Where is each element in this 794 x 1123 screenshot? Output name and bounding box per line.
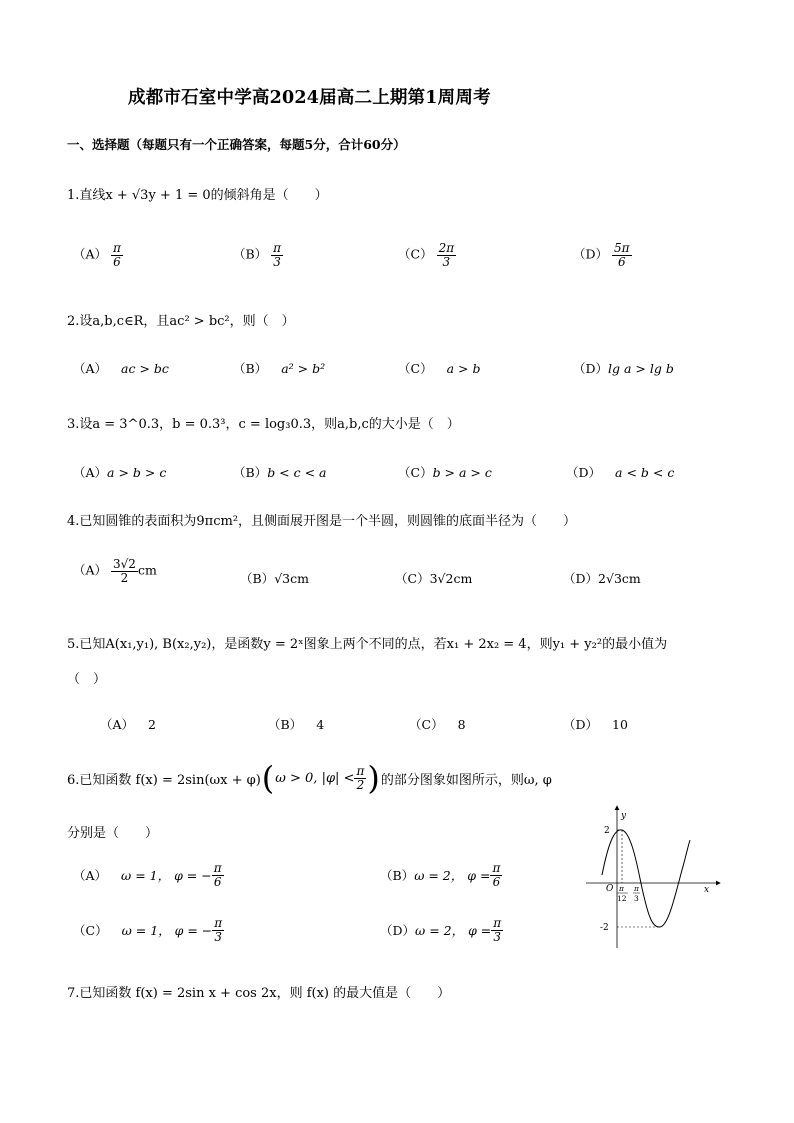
q1-option-b [233, 242, 283, 268]
denominator: 2 [356, 777, 365, 792]
tick1-numerator: π [619, 884, 624, 893]
q1-option-c [398, 242, 456, 268]
denominator: 6 [113, 254, 121, 269]
fraction [437, 242, 457, 268]
origin-label: O [606, 884, 614, 894]
option-label: （A） [100, 717, 135, 732]
option-label: （A） [73, 465, 108, 480]
numerator: π [113, 241, 121, 255]
denominator: 3 [214, 929, 223, 944]
q4-option-d [563, 569, 641, 587]
numerator: π [492, 861, 501, 875]
denominator: 3 [442, 254, 451, 269]
option-label: （B） [233, 246, 268, 262]
q4-option-a [73, 558, 157, 584]
denominator: 3 [273, 254, 281, 269]
option-text: b < c < a [267, 465, 327, 480]
fraction [612, 242, 632, 268]
stem-part: 的部分图象如图所示，则ω, φ [380, 772, 552, 788]
option-text: a > b [446, 361, 481, 376]
numerator: π [214, 916, 223, 930]
option-text: √3cm [274, 571, 309, 586]
numerator: π [493, 916, 502, 930]
sine-graph-figure [582, 800, 727, 950]
denominator: 3 [493, 929, 502, 944]
left-paren: ( [261, 759, 275, 797]
option-text: 2 [148, 717, 156, 732]
question-5-stem: 5.已知A(x₁,y₁), B(x₂,y₂)，是函数y = 2ˣ图象上两个不同的点，若x₁ + 2x₂ = 4，则y₁ + y₂²的最小值为 [67, 637, 668, 652]
option-text: 8 [457, 717, 466, 732]
option-text: ω = 1， φ = − [121, 868, 212, 884]
option-label: （C） [73, 923, 108, 939]
y-max-label: 2 [604, 826, 610, 836]
section-header: 一、选择题（每题只有一个正确答案，每题5分，合计60分） [67, 137, 406, 152]
option-text: ω = 1， φ = − [121, 923, 213, 939]
sine-curve [602, 830, 690, 927]
question-4-stem: 4.已知圆锥的表面积为9πcm²，且侧面展开图是一个半圆，则圆锥的底面半径为（ ） [67, 514, 577, 529]
q4-option-c [395, 569, 472, 587]
q5-option-b [268, 715, 324, 733]
option-label: （B） [268, 717, 303, 732]
q3-option-c [398, 463, 492, 481]
denominator: 6 [213, 874, 222, 889]
numerator: π [356, 763, 365, 778]
y-min-label: -2 [600, 923, 609, 933]
q5-option-c [409, 715, 466, 733]
fraction [490, 862, 502, 888]
fraction [111, 558, 138, 584]
fraction [271, 242, 283, 268]
question-7-stem: 7.已知函数 f(x) = 2sin x + cos 2x，则 f(x) 的最大值是（ ） [67, 986, 451, 1001]
option-label: （D） [573, 246, 609, 262]
option-text: ω = 2， φ = [415, 923, 492, 939]
numerator: 2π [438, 241, 455, 255]
numerator: π [273, 241, 282, 255]
page-title: 成都市石室中学高2024届高二上期第1周周考 [128, 88, 491, 108]
right-paren: ) [367, 759, 380, 797]
option-text: ac > bc [121, 361, 169, 376]
tick2-numerator: π [634, 884, 639, 893]
option-text: 4 [316, 717, 325, 732]
q2-option-d [573, 359, 674, 377]
q5-option-d [563, 715, 628, 733]
option-label: （D） [563, 717, 599, 732]
option-text: 2√3cm [598, 571, 641, 586]
q1-option-a [73, 242, 123, 268]
q4-option-b [240, 569, 309, 587]
option-label: （D） [380, 923, 416, 939]
x-axis-label: x [704, 885, 710, 895]
q3-option-d [566, 463, 674, 481]
tick1-denominator: 12 [617, 894, 627, 903]
option-label: （B） [233, 361, 268, 376]
numerator: 5π [614, 241, 630, 255]
question-2-stem: 2.设a,b,c∈R，且ac² > bc²，则（ ） [67, 314, 295, 329]
q6-option-b [380, 862, 502, 888]
numerator: π [213, 861, 222, 875]
option-text: ω = 2， φ = [414, 868, 491, 884]
tick2-denominator: 3 [634, 894, 639, 903]
unit: cm [137, 562, 157, 578]
option-text: 10 [612, 717, 628, 732]
option-label: （A） [73, 246, 108, 262]
denominator: 2 [120, 570, 129, 585]
q2-option-c [398, 359, 480, 377]
stem-part: 6.已知函数 f(x) = 2sin(ωx + φ) [67, 772, 261, 788]
q3-option-b [233, 463, 326, 481]
condition: ω > 0, |φ| < [275, 770, 355, 786]
option-label: （D） [573, 361, 609, 376]
question-5-stem-cont: （ ） [67, 672, 107, 687]
question-6-stem [67, 759, 552, 797]
option-text: lg a > lg b [608, 361, 674, 376]
q1-option-d [573, 242, 632, 268]
q3-option-a [73, 463, 166, 481]
y-axis-label: y [621, 811, 627, 821]
question-3-stem: 3.设a = 3^0.3，b = 0.3³，c = log₃0.3，则a,b,c的大小是（ ） [67, 417, 460, 432]
option-label: （B） [380, 868, 415, 884]
option-text: b > a > c [432, 465, 492, 480]
q6-option-c [73, 917, 224, 943]
option-label: （A） [73, 868, 108, 884]
option-text: a > b > c [107, 465, 167, 480]
option-label: （C） [409, 717, 444, 732]
denominator: 6 [492, 874, 501, 889]
question-1-stem: 1.直线x + √3y + 1 = 0的倾斜角是（ ） [67, 188, 328, 203]
option-text: 3√2cm [429, 571, 473, 586]
option-text: a < b < c [615, 465, 675, 480]
q5-option-a [100, 715, 156, 733]
denominator: 6 [617, 254, 626, 269]
option-text: a² > b² [281, 361, 326, 376]
option-label: （C） [395, 571, 430, 586]
fraction [212, 862, 224, 888]
option-label: （B） [233, 465, 268, 480]
option-label: （D） [563, 571, 599, 586]
option-label: （C） [398, 246, 433, 262]
fraction [354, 765, 366, 791]
question-6-stem-cont: 分别是（ ） [67, 826, 159, 841]
fraction [491, 917, 503, 943]
option-label: （A） [73, 562, 108, 578]
fraction [111, 242, 123, 268]
option-label: （B） [240, 571, 275, 586]
option-label: （A） [73, 361, 108, 376]
q6-option-d [380, 917, 503, 943]
q2-option-b [233, 359, 325, 377]
fraction [212, 917, 224, 943]
option-label: （C） [398, 361, 433, 376]
q2-option-a [73, 359, 169, 377]
q6-option-a [73, 862, 224, 888]
option-label: （D） [566, 465, 602, 480]
option-label: （C） [398, 465, 433, 480]
numerator: 3√2 [113, 557, 136, 571]
